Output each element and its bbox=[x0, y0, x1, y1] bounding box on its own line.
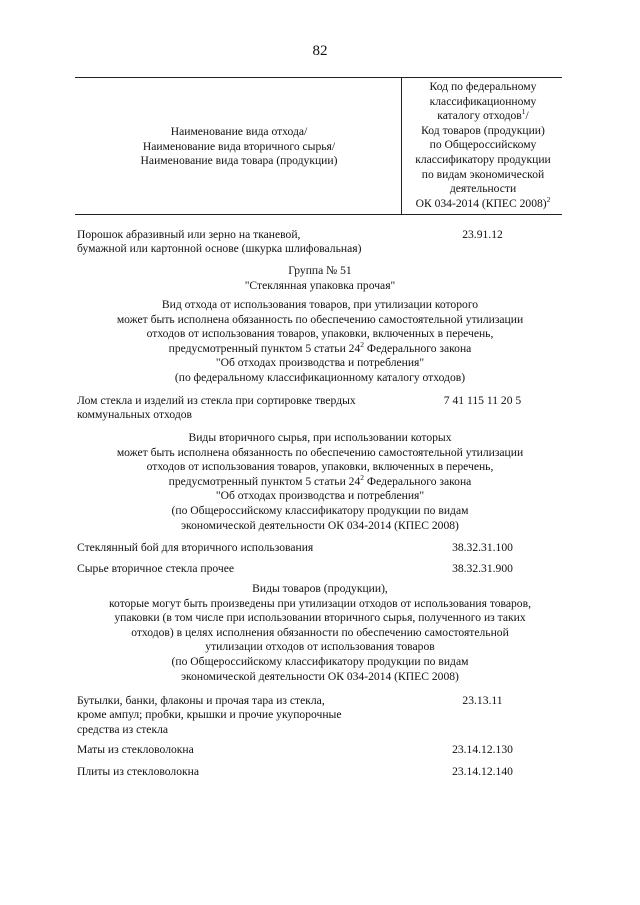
header-right-line: по Общероссийскому bbox=[429, 138, 537, 152]
group-subtitle: "Стеклянная упаковка прочая" bbox=[244, 278, 396, 292]
section-heading-secondary bbox=[80, 431, 560, 533]
section-line: "Об отходах производства и потребления" bbox=[215, 356, 425, 370]
superscript: 2 bbox=[360, 472, 365, 482]
item-code: 38.32.31.100 bbox=[452, 541, 513, 554]
item-code: 38.32.31.900 bbox=[452, 562, 513, 575]
item-label bbox=[77, 541, 397, 555]
section-line: может быть исполнена обязанность по обеспечению самостоятельной утилизации bbox=[116, 445, 524, 459]
section-text: предусмотренный пунктом 5 статьи 24 bbox=[168, 341, 361, 355]
section-heading-waste bbox=[80, 298, 560, 386]
header-top-rule bbox=[75, 77, 562, 78]
section-heading-products bbox=[80, 582, 560, 684]
header-bottom-rule bbox=[75, 214, 562, 215]
section-line: утилизации отходов от использования товаров bbox=[205, 640, 435, 654]
section-line: экономической деятельности ОК 034-2014 (КПЕС 2008) bbox=[181, 518, 459, 532]
item-label-line: средства из стекла bbox=[77, 722, 169, 736]
section-line: "Об отходах производства и потребления" bbox=[215, 489, 425, 503]
section-line: экономической деятельности ОК 034-2014 (КПЕС 2008) bbox=[181, 669, 459, 683]
item-label-line: Стеклянный бой для вторичного использования bbox=[77, 541, 314, 554]
group-heading bbox=[80, 264, 560, 293]
header-column-divider bbox=[401, 77, 402, 214]
header-right-line: по видам экономической bbox=[421, 167, 545, 181]
item-label-line: Порошок абразивный или зерно на тканевой, bbox=[77, 228, 301, 241]
section-text: предусмотренный пунктом 5 статьи 24 bbox=[168, 474, 361, 488]
section-line: Виды товаров (продукции), bbox=[252, 582, 388, 595]
header-right-cell bbox=[403, 80, 563, 211]
item-label bbox=[77, 765, 397, 779]
item-label-line: Бутылки, банки, флаконы и прочая тара из стекла, bbox=[77, 694, 325, 707]
item-label bbox=[77, 394, 397, 423]
item-label-line: бумажной или картонной основе (шкурка шлифовальная) bbox=[77, 242, 362, 256]
header-right-text: каталогу отходов bbox=[437, 109, 522, 123]
section-text: Федерального закона bbox=[364, 474, 472, 488]
section-line: отходов от использования товаров, упаковки, включенных в перечень, bbox=[146, 460, 494, 474]
section-line: (по федеральному классификационному каталогу отходов) bbox=[174, 370, 466, 384]
section-line: (по Общероссийскому классификатору продукции по видам bbox=[171, 654, 469, 668]
item-code: 23.14.12.140 bbox=[452, 765, 513, 778]
page-number: 82 bbox=[312, 43, 328, 59]
section-line: может быть исполнена обязанность по обеспечению самостоятельной утилизации bbox=[116, 312, 524, 326]
group-title: Группа № 51 bbox=[288, 264, 352, 277]
header-left-line: Наименование вида отхода/ bbox=[170, 125, 308, 138]
section-line: которые могут быть произведены при утилизации отходов от использования товаров, bbox=[109, 596, 531, 610]
header-right-line bbox=[403, 109, 563, 124]
item-label bbox=[77, 694, 397, 737]
item-code: 23.13.11 bbox=[462, 694, 503, 707]
item-label bbox=[77, 562, 397, 576]
header-right-text: ОК 034-2014 (КПЕС 2008) bbox=[415, 196, 547, 210]
item-label-line: Маты из стекловолокна bbox=[77, 743, 194, 756]
section-line bbox=[80, 339, 560, 357]
item-label-line: Сырье вторичное стекла прочее bbox=[77, 562, 235, 575]
header-right-line: Код по федеральному bbox=[429, 80, 537, 93]
section-line: отходов) в целях исполнения обязанности по обеспечению самостоятельной bbox=[131, 625, 509, 639]
header-left-line: Наименование вида вторичного сырья/ bbox=[142, 139, 336, 153]
superscript: 2 bbox=[360, 339, 365, 349]
header-left-line: Наименование вида товара (продукции) bbox=[140, 154, 338, 168]
section-line: Вид отхода от использования товаров, при утилизации которого bbox=[161, 298, 479, 311]
header-right-line: Код товаров (продукции) bbox=[421, 123, 545, 137]
item-label-line: кроме ампул; пробки, крышки и прочие укупорочные bbox=[77, 708, 342, 722]
item-label-line: Плиты из стекловолокна bbox=[77, 765, 199, 778]
section-line: (по Общероссийскому классификатору продукции по видам bbox=[171, 503, 469, 517]
header-left-cell bbox=[80, 125, 398, 169]
item-label-line: Лом стекла и изделий из стекла при сортировке твердых bbox=[77, 394, 356, 407]
item-code: 23.91.12 bbox=[462, 228, 503, 241]
item-code: 7 41 115 11 20 5 bbox=[443, 394, 522, 407]
item-code: 23.14.12.130 bbox=[452, 743, 513, 756]
header-right-line: деятельности bbox=[449, 182, 517, 196]
section-line: отходов от использования товаров, упаковки, включенных в перечень, bbox=[146, 327, 494, 341]
header-right-line: классификационному bbox=[429, 94, 537, 108]
section-line: упаковки (в том числе при использовании вторичного сырья, полученного из таких bbox=[114, 611, 526, 625]
item-label-line: коммунальных отходов bbox=[77, 408, 193, 422]
section-text: Федерального закона bbox=[364, 341, 472, 355]
header-right-line bbox=[403, 194, 563, 212]
footnote-marker: 2 bbox=[546, 194, 551, 204]
item-label bbox=[77, 228, 407, 257]
item-label bbox=[77, 743, 397, 757]
section-line bbox=[80, 472, 560, 490]
header-right-line: классификатору продукции bbox=[415, 152, 551, 166]
footnote-marker: 1 bbox=[521, 107, 526, 117]
slash: / bbox=[525, 109, 529, 123]
section-line: Виды вторичного сырья, при использовании которых bbox=[188, 431, 452, 444]
